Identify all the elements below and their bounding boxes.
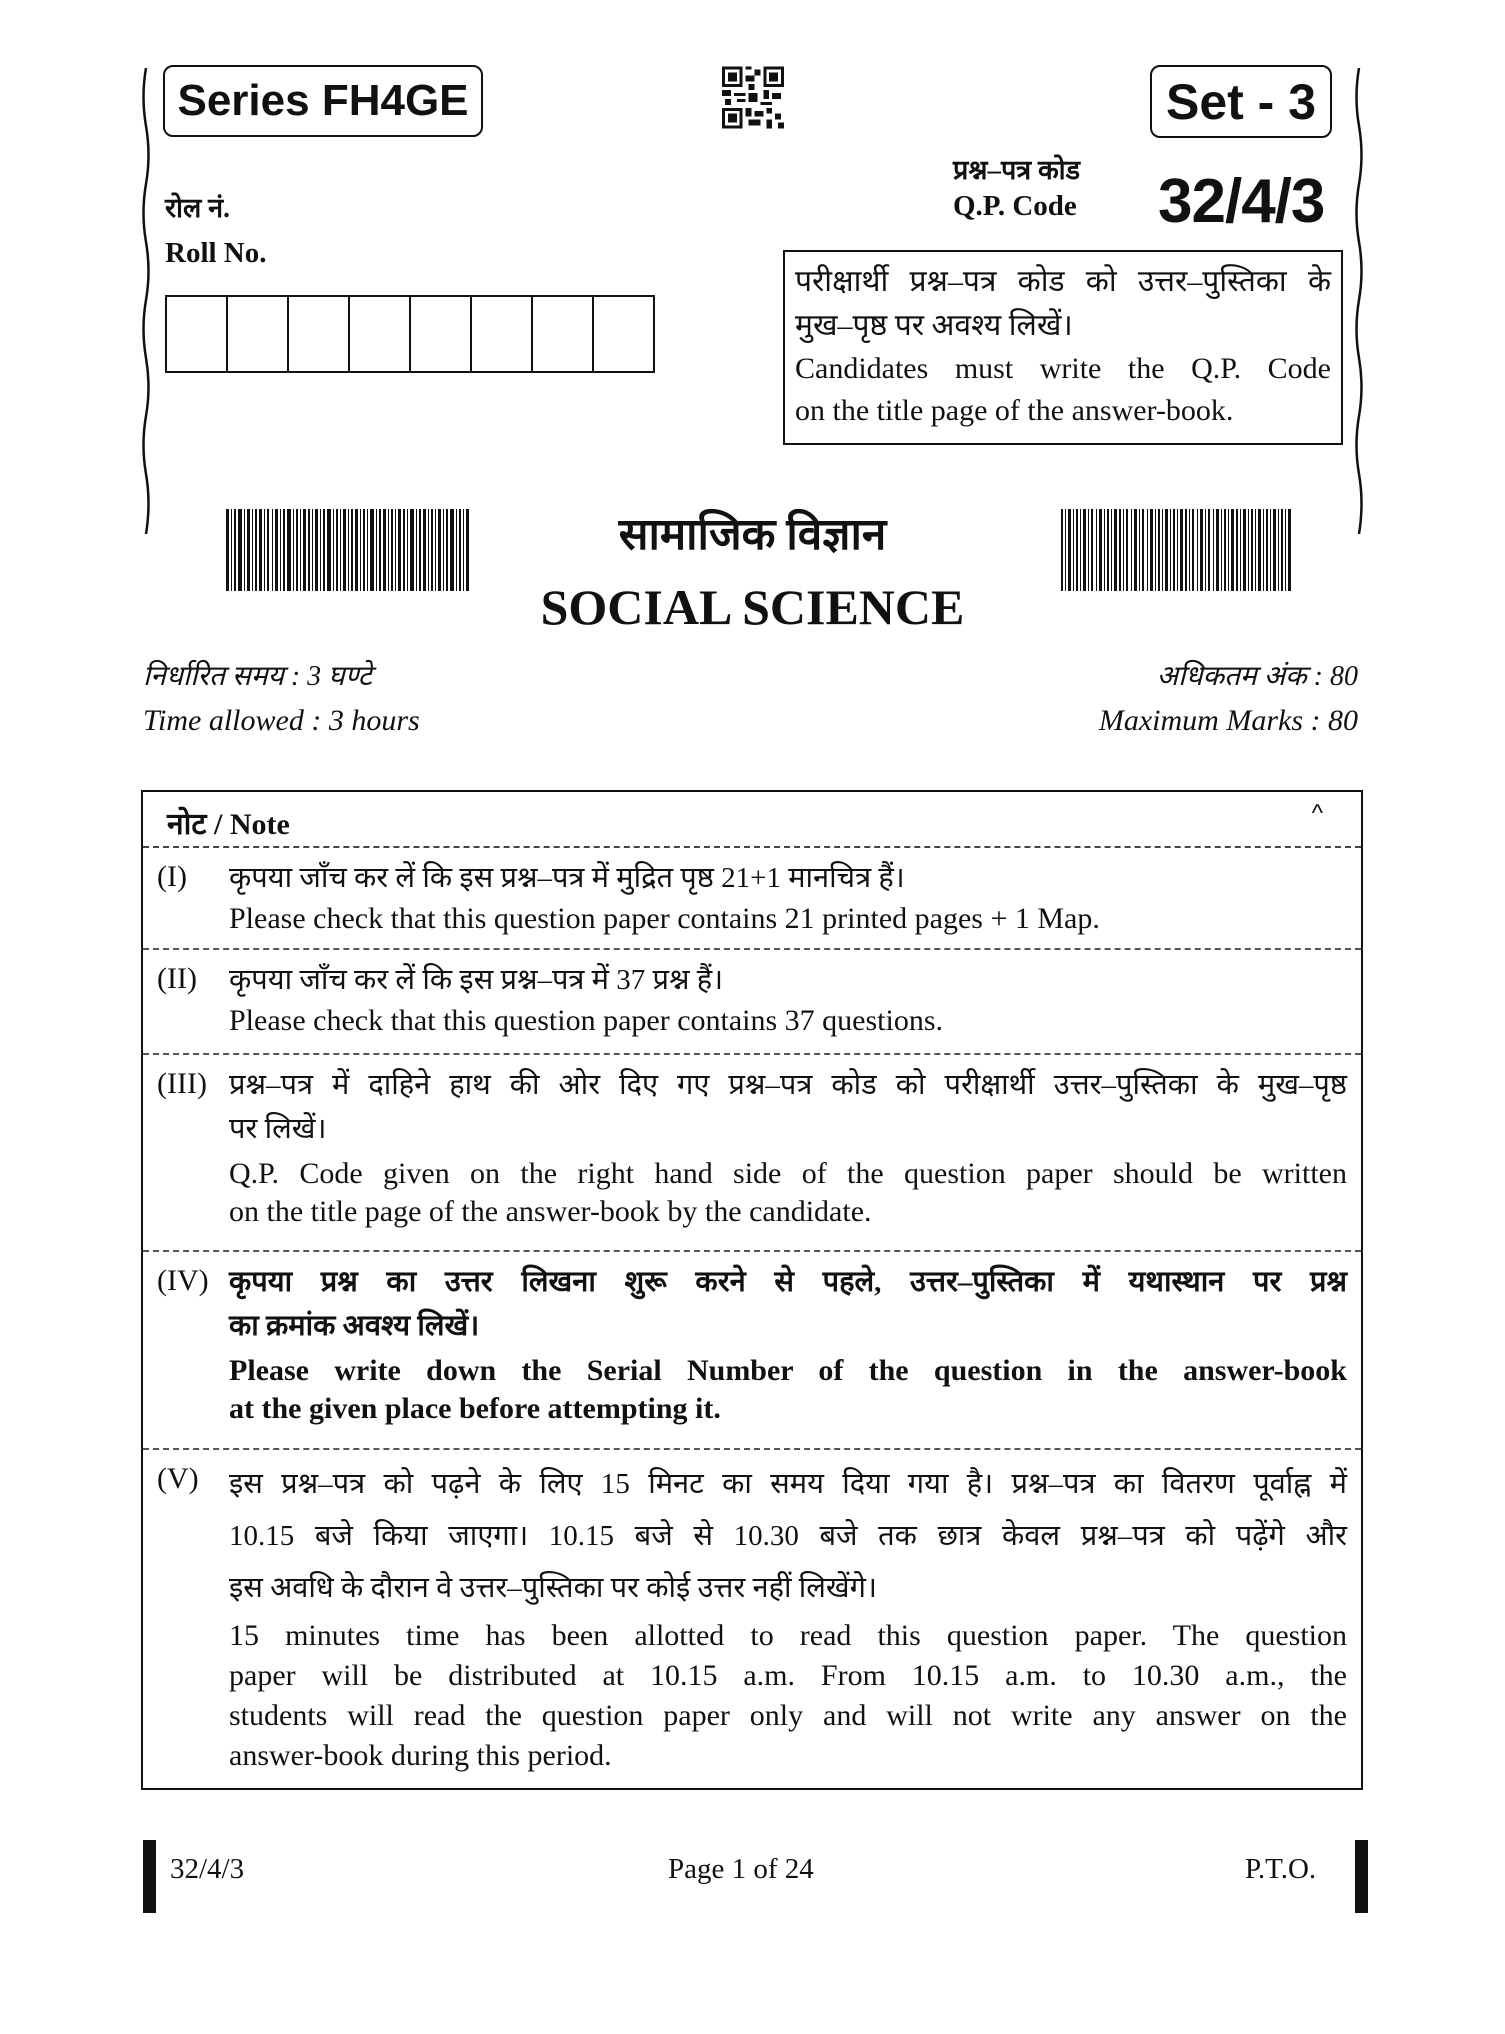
instruction-hindi-line: मुख–पृष्ठ पर अवश्य लिखें। [795, 309, 1073, 342]
note-english-text: at the given place before attempting it. [229, 1392, 721, 1425]
roll-digit-box[interactable] [472, 297, 533, 371]
qp-code-value: 32/4/3 [1158, 167, 1325, 236]
qp-code-label-hindi: प्रश्न–पत्र कोड [953, 155, 1081, 185]
set-badge [1150, 65, 1332, 138]
footer-pto: P.T.O. [1245, 1853, 1317, 1885]
footer-page-number: Page 1 of 24 [668, 1853, 814, 1885]
note-english-text: students will read the question paper only and will not write any answer on the [229, 1699, 1347, 1732]
collapse-caret-icon[interactable]: ^ [1311, 800, 1323, 827]
left-wavy-border [140, 68, 148, 534]
footer-qp-code: 32/4/3 [170, 1853, 245, 1885]
note-item-number: (I) [157, 860, 187, 893]
note-english-text: paper will be distributed at 10.15 a.m. From 10.15 a.m. to 10.30 a.m., the [229, 1659, 1347, 1692]
note-item-number: (V) [157, 1462, 199, 1495]
note-english-line: Please check that this question paper contains 21 printed pages + 1 Map. [229, 902, 1100, 935]
note-item [143, 1450, 1361, 1788]
note-english-text: answer-book during this period. [229, 1739, 612, 1772]
note-item-number: (IV) [157, 1264, 209, 1297]
roll-number-boxes [165, 295, 655, 373]
footer-left-bar [143, 1840, 156, 1913]
note-item-number: (II) [157, 962, 197, 995]
note-english-text: Q.P. Code given on the right hand side of the question paper should be written [229, 1157, 1347, 1190]
right-wavy-border [1353, 68, 1361, 534]
note-hindi-text: इस प्रश्न–पत्र को पढ़ने के लिए 15 मिनट का समय दिया गया है। प्रश्न–पत्र का वितरण पूर्वाह्न में [229, 1468, 1347, 1500]
series-label: Series FH4GE [177, 76, 469, 125]
note-item [143, 1055, 1361, 1252]
note-hindi-text: का क्रमांक अवश्य लिखें। [229, 1310, 480, 1342]
note-hindi-text: इस अवधि के दौरान वे उत्तर–पुस्तिका पर कोई उत्तर नहीं लिखेंगे। [229, 1572, 877, 1604]
note-english-text [229, 900, 1347, 938]
qp-code-instruction-box [783, 250, 1343, 445]
note-hindi-text: प्रश्न–पत्र में दाहिने हाथ की ओर दिए गए प्रश्न–पत्र कोड को परीक्षार्थी उत्तर–पुस्तिका के मुख–पृष्ठ [229, 1069, 1347, 1101]
note-table [141, 790, 1363, 1790]
note-header[interactable] [143, 792, 1361, 848]
subject-title-english: SOCIAL SCIENCE [540, 579, 965, 635]
maximum-marks-hindi: अधिकतम अंक : 80 [1156, 661, 1358, 692]
note-heading: नोट / Note [167, 808, 290, 841]
time-allowed-english: Time allowed : 3 hours [143, 704, 420, 737]
roll-digit-box[interactable] [350, 297, 411, 371]
maximum-marks-english: Maximum Marks : 80 [1098, 704, 1358, 737]
subject-title-hindi: सामाजिक विज्ञान [618, 510, 887, 559]
note-item [143, 950, 1361, 1055]
series-badge [163, 65, 483, 137]
note-hindi-text: कृपया जाँच कर लें कि इस प्रश्न–पत्र में 37 प्रश्न हैं। [229, 964, 724, 996]
time-allowed-hindi: निर्धारित समय : 3 घण्टे [143, 661, 372, 692]
note-item [143, 1252, 1361, 1450]
roll-digit-box[interactable] [594, 297, 653, 371]
roll-digit-box[interactable] [533, 297, 594, 371]
note-hindi-text: 10.15 बजे किया जाएगा। 10.15 बजे से 10.30 बजे तक छात्र केवल प्रश्न–पत्र को पढ़ेंगे और [229, 1520, 1347, 1552]
note-hindi-text: कृपया जाँच कर लें कि इस प्रश्न–पत्र में मुद्रित पृष्ठ 21+1 मानचित्र हैं। [229, 862, 905, 894]
instruction-hindi-line: परीक्षार्थी प्रश्न–पत्र कोड को उत्तर–पुस्तिका के [795, 265, 1331, 298]
roll-label-english: Roll No. [165, 237, 267, 269]
roll-digit-box[interactable] [411, 297, 472, 371]
set-label: Set - 3 [1165, 73, 1317, 130]
instruction-english-line: on the title page of the answer-book. [795, 394, 1234, 427]
note-hindi-text: पर लिखें। [229, 1113, 327, 1145]
roll-digit-box[interactable] [228, 297, 289, 371]
qp-code-label-english: Q.P. Code [953, 190, 1077, 222]
instruction-english-line: Candidates must write the Q.P. Code [795, 352, 1331, 385]
footer-right-bar [1355, 1840, 1368, 1913]
roll-digit-box[interactable] [167, 297, 228, 371]
note-item [143, 848, 1361, 950]
note-item-number: (III) [157, 1067, 207, 1100]
note-english-text: Please write down the Serial Number of the question in the answer-book [229, 1354, 1347, 1387]
roll-label-hindi: रोल नं. [165, 193, 230, 223]
roll-digit-box[interactable] [289, 297, 350, 371]
note-english-text: Please check that this question paper contains 37 questions. [229, 1004, 944, 1037]
qr-code-icon [722, 65, 784, 130]
note-english-text: on the title page of the answer-book by the candidate. [229, 1195, 872, 1228]
note-hindi-text: कृपया प्रश्न का उत्तर लिखना शुरू करने से पहले, उत्तर–पुस्तिका में यथास्थान पर प्रश्न [229, 1266, 1347, 1298]
note-english-text: 15 minutes time has been allotted to read this question paper. The question [229, 1619, 1347, 1652]
